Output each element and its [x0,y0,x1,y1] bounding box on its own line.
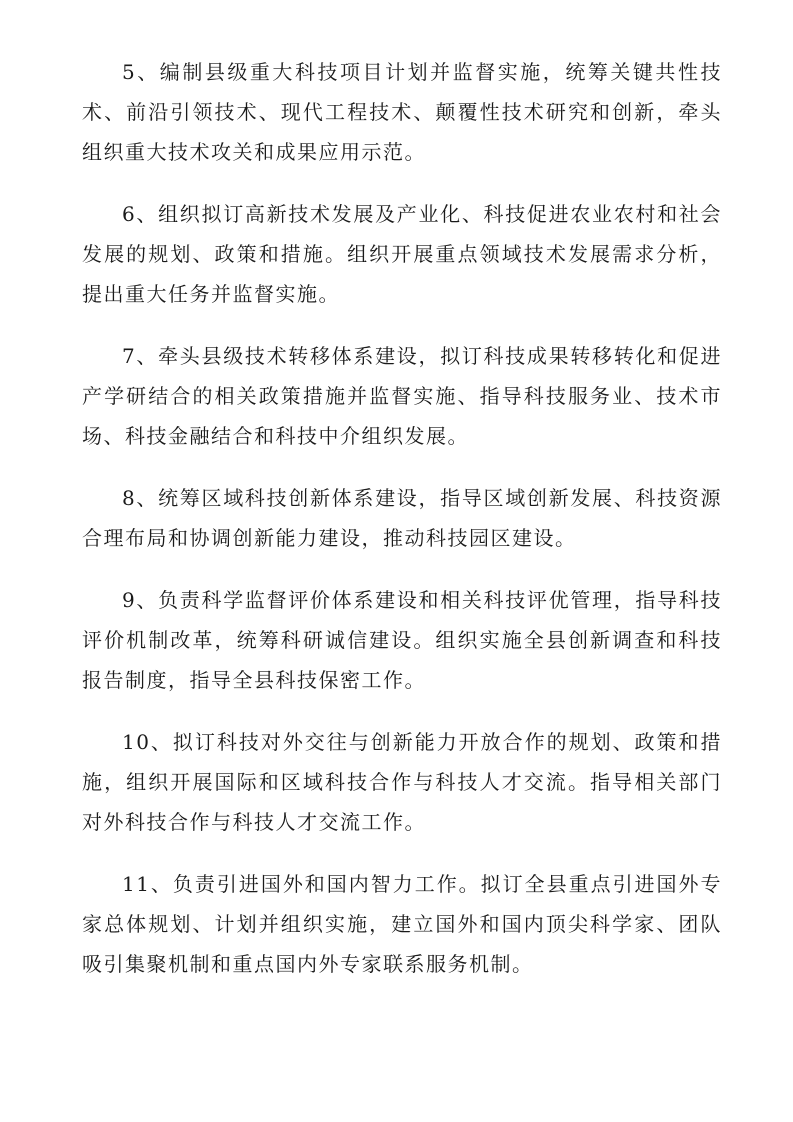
paragraph-item-11: 11、负责引进国外和国内智力工作。拟订全县重点引进国外专家总体规划、计划并组织实施，建立国外和国内顶尖科学家、团队吸引集聚机制和重点国内外专家联系服务机制。 [82,872,722,976]
paragraph-item-9: 9、负责科学监督评价体系建设和相关科技评优管理，指导科技评价机制改革，统筹科研诚信建设。组织实施全县创新调查和科技报告制度，指导全县科技保密工作。 [82,588,722,692]
paragraph-item-6: 6、组织拟订高新技术发展及产业化、科技促进农业农村和社会发展的规划、政策和措施。组织开展重点领域技术发展需求分析，提出重大任务并监督实施。 [82,202,722,306]
paragraph-item-5: 5、编制县级重大科技项目计划并监督实施，统筹关键共性技术、前沿引领技术、现代工程技术、颠覆性技术研究和创新，牵头组织重大技术攻关和成果应用示范。 [82,60,722,164]
paragraph-item-10: 10、拟订科技对外交往与创新能力开放合作的规划、政策和措施，组织开展国际和区域科技合作与科技人才交流。指导相关部门对外科技合作与科技人才交流工作。 [82,730,722,834]
paragraph-item-7: 7、牵头县级技术转移体系建设，拟订科技成果转移转化和促进产学研结合的相关政策措施并监督实施、指导科技服务业、技术市场、科技金融结合和科技中介组织发展。 [82,344,722,448]
paragraph-item-8: 8、统筹区域科技创新体系建设，指导区域创新发展、科技资源合理布局和协调创新能力建设，推动科技园区建设。 [82,486,722,550]
document-page [82,52,722,1006]
